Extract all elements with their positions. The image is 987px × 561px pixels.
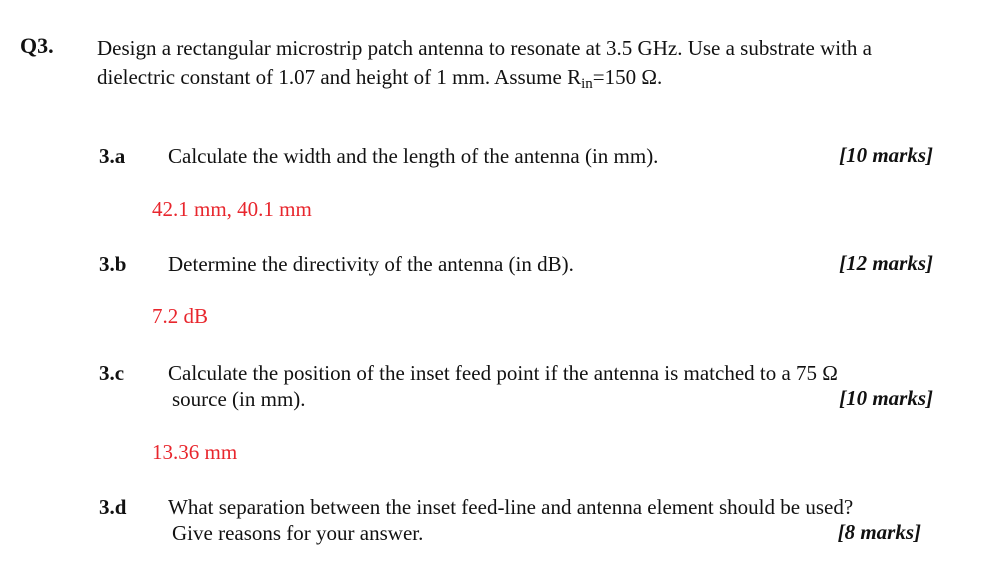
part-c-answer: 13.36 mm [152, 440, 238, 464]
intro-line2-post: =150 Ω. [592, 65, 663, 89]
part-d-marks: [8 marks] [837, 520, 921, 544]
part-d-text-line2: Give reasons for your answer. [172, 521, 424, 545]
question-number: Q3. [20, 33, 54, 58]
part-c-text-line1: Calculate the position of the inset feed point if the antenna is matched to a 75 Ω [168, 361, 838, 385]
question-intro [97, 34, 872, 99]
part-b-marks: [12 marks] [839, 251, 933, 275]
part-b-answer: 7.2 dB [152, 304, 209, 328]
part-d-text-line1: What separation between the inset feed-line and antenna element should be used? [168, 495, 854, 519]
part-a-number: 3.a [99, 144, 126, 168]
part-c-number: 3.c [99, 361, 125, 385]
part-c-text-line2: source (in mm). [172, 387, 306, 411]
part-a-marks: [10 marks] [839, 143, 933, 167]
part-a-answer: 42.1 mm, 40.1 mm [152, 197, 312, 221]
question-intro-line2 [97, 63, 872, 99]
part-b-number: 3.b [99, 252, 127, 276]
part-a-text: Calculate the width and the length of the antenna (in mm). [168, 144, 659, 168]
part-d-number: 3.d [99, 495, 127, 519]
intro-line2-pre: dielectric constant of 1.07 and height of 1 mm. Assume R [97, 65, 582, 89]
part-c-marks: [10 marks] [839, 386, 933, 410]
rin-subscript: in [581, 76, 593, 92]
part-b-text: Determine the directivity of the antenna (in dB). [168, 252, 574, 276]
question-intro-line1: Design a rectangular microstrip patch antenna to resonate at 3.5 GHz. Use a substrate with a [97, 36, 872, 60]
